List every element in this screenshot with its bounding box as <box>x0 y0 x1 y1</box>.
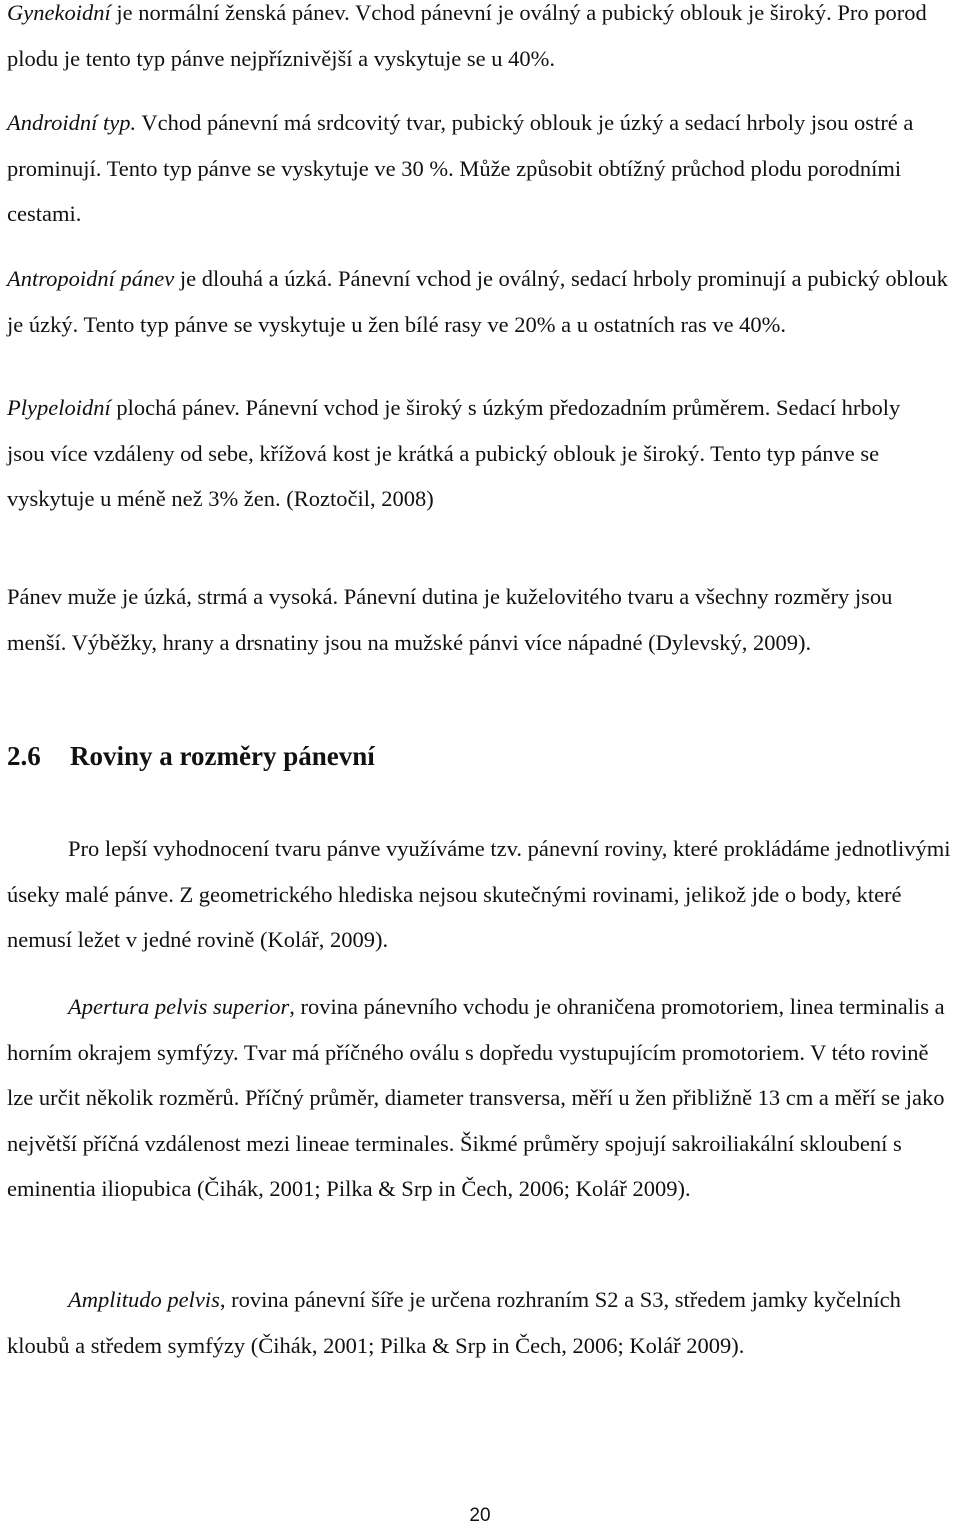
paragraph-intro <box>7 826 953 963</box>
text-apertura: , rovina pánevního vchodu je ohraničena promotoriem, linea terminalis a horním okrajem symfýzy. Tvar má příčného oválu s dopředu vystupujícím promotoriem. V této rovině lze určit několik rozměrů. Příčný průměr, diameter transversa, měří u žen přibližně 13 cm a měří se jako největší příčná vzdálenost mezi lineae terminales. Šikmé průměry spojují sakroiliakální skloubení s eminentia iliopubica (Čihák, 2001; Pilka & Srp in Čech, 2006; Kolář 2009). <box>7 994 945 1201</box>
section-title: Roviny a rozměry pánevní <box>70 741 375 771</box>
section-number: 2.6 <box>7 741 41 771</box>
paragraph-panev-muze <box>7 574 917 665</box>
text-antropoidni: je dlouhá a úzká. Pánevní vchod je oválný, sedací hrboly prominují a pubický oblouk je úzký. Tento typ pánve se vyskytuje u žen bílé rasy ve 20% a u ostatních ras ve 40%. <box>7 266 948 337</box>
text-amplitudo: , rovina pánevní šíře je určena rozhraním S2 a S3, středem jamky kyčelních kloubů a středem symfýzy (Čihák, 2001; Pilka & Srp in Čech, 2006; Kolář 2009). <box>7 1287 901 1358</box>
paragraph-androidni <box>7 100 953 237</box>
page-number: 20 <box>469 1505 491 1526</box>
term-androidni: Androidní typ. <box>7 110 137 135</box>
text-gynekoidni: je normální ženská pánev. Vchod pánevní je oválný a pubický oblouk je široký. Pro porod plodu je tento typ pánve nejpříznivější a vyskytuje se u 40%. <box>7 0 927 71</box>
paragraph-gynekoidni <box>7 0 932 81</box>
term-plypeloidni: Plypeloidní <box>7 395 111 420</box>
term-apertura: Apertura pelvis superior <box>68 994 290 1019</box>
paragraph-plypeloidni <box>7 385 932 522</box>
term-antropoidni: Antropoidní pánev <box>7 266 175 291</box>
term-amplitudo: Amplitudo pelvis <box>68 1287 220 1312</box>
text-plypeloidni: plochá pánev. Pánevní vchod je široký s úzkým předozadním průměrem. Sedací hrboly jsou více vzdáleny od sebe, křížová kost je krátká a pubický oblouk je široký. Tento typ pánve se vyskytuje u méně než 3% žen. (Roztočil, 2008) <box>7 395 901 511</box>
text-androidni: Vchod pánevní má srdcovitý tvar, pubický oblouk je úzký a sedací hrboly jsou ostré a prominují. Tento typ pánve se vyskytuje ve 30 %. Může způsobit obtížný průchod plodu porodními cestami. <box>7 110 914 226</box>
paragraph-amplitudo <box>7 1277 932 1368</box>
term-gynekoidni: Gynekoidní <box>7 0 111 25</box>
paragraph-apertura <box>7 984 953 1212</box>
text-intro: Pro lepší vyhodnocení tvaru pánve využíváme tzv. pánevní roviny, které prokládáme jednotlivými úseky malé pánve. Z geometrického hlediska nejsou skutečnými rovinami, jelikož jde o body, které nemusí ležet v jedné rovině (Kolář, 2009). <box>7 836 951 952</box>
section-heading <box>7 734 953 779</box>
text-panev-muze: Pánev muže je úzká, strmá a vysoká. Pánevní dutina je kuželovitého tvaru a všechny rozměry jsou menší. Výběžky, hrany a drsnatiny jsou na mužské pánvi více nápadné (Dylevský, 2009). <box>7 584 893 655</box>
paragraph-antropoidni <box>7 256 953 347</box>
